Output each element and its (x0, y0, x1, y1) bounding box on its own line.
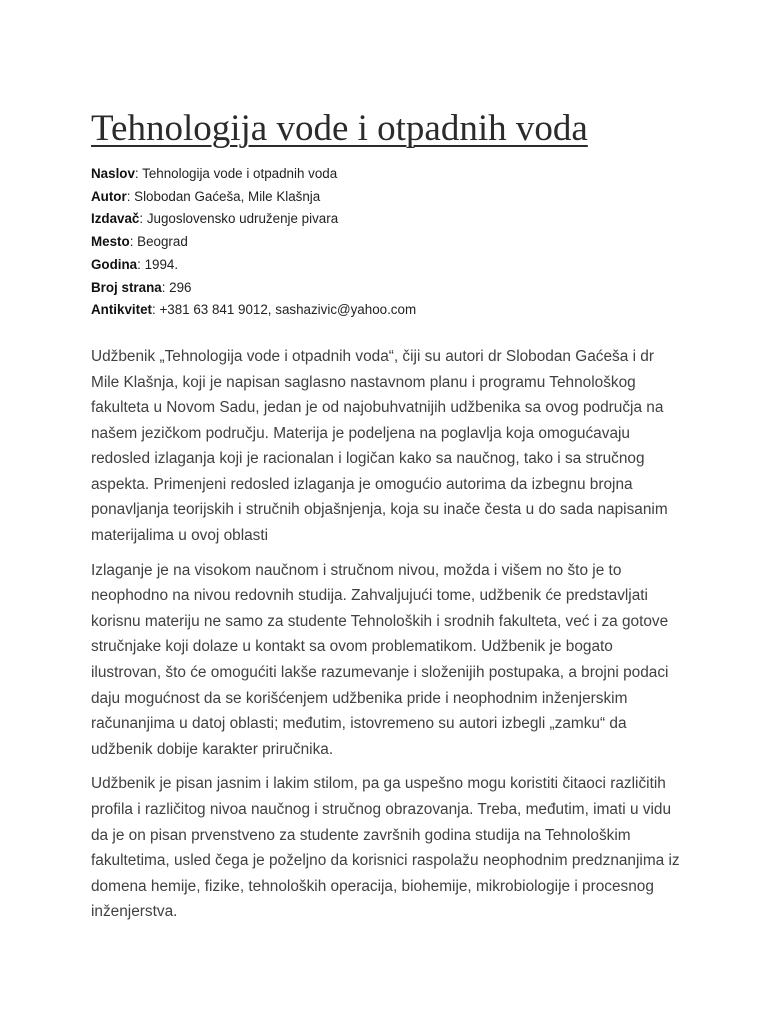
metadata-row-godina (91, 254, 681, 277)
metadata-row-mesto (91, 231, 681, 254)
metadata-label: Izdavač (91, 211, 140, 227)
document-title: Tehnologija vode i otpadnih voda (91, 108, 588, 149)
metadata-label: Autor (91, 188, 127, 204)
metadata-value: : Tehnologija vode i otpadnih voda (134, 166, 338, 181)
metadata-label: Naslov (91, 166, 135, 181)
metadata-row-naslov (91, 163, 681, 186)
body-paragraph: Izlaganje je na visokom naučnom i stručnom nivou, možda i višem no što je to neophodno na nivou redovnih studija. Zahvaljujući tome, udžbenik će predstavljati korisnu materiju ne samo za studente Tehnoloških i srodnih fakulteta, već i za gotove stručnjake koji dolaze u kontakt sa ovom problematikom. Udžbenik je bogato ilustrovan, što će omogućiti lakše razumevanje i složenijih postupaka, a brojni podaci daju mogućnost da se korišćenjem udžbenika pride i neophodnim inženjerskim računanjima u datoj oblasti; međutim, istovremeno su autori izbegli „zamku“ da udžbenik dobije karakter priručnika. (91, 561, 669, 758)
metadata-value: : Jugoslovensko udruženje pivara (139, 211, 339, 227)
document-body (91, 344, 681, 925)
metadata-row-autor (91, 186, 681, 209)
metadata-value: : Beograd (129, 234, 188, 250)
body-paragraph: Udžbenik „Tehnologija vode i otpadnih voda“, čiji su autori dr Slobodan Gaćeša i dr Mile Klašnja, koji je napisan saglasno nastavnom planu i programu Tehnološkog fakulteta u Novom Sadu, jedan je od najobuhvatnijih udžbenika sa ovog područja na našem jezičkom području. Materija je podeljena na poglavlja koja omogućavaju redosled izlaganja koji je racionalan i logičan kako sa naučnog, tako i sa stručnog aspekta. Primenjeni redosled izlaganja je omogućio autorima da izbegnu brojna ponavljanja teorijskih i stručnih objašnjenja, koja su inače česta u do sada napisanim materijalima u ovoj oblasti (91, 347, 668, 545)
metadata-label: Antikvitet (91, 302, 153, 318)
metadata-value: : Slobodan Gaćeša, Mile Klašnja (126, 188, 321, 204)
metadata-row-antikvitet (91, 299, 681, 322)
metadata-value: : +381 63 841 9012, sashazivic@yahoo.com (152, 302, 417, 318)
book-metadata (91, 163, 681, 322)
metadata-label: Mesto (91, 234, 130, 250)
body-paragraph: Udžbenik je pisan jasnim i lakim stilom, pa ga uspešno mogu koristiti čitaoci različitih profila i različitog nivoa naučnog i stručnog obrazovanja. Treba, međutim, imati u vidu da je on pisan prvenstveno za studente završnih godina studija na Tehnološkim fakultetima, usled čega je poželjno da korisnici raspolažu neophodnim predznanjima iz domena hemije, fizike, tehnoloških operacija, biohemije, mikrobiologije i procesnog inženjerstva. (91, 775, 680, 921)
metadata-value: : 1994. (137, 256, 179, 272)
metadata-row-broj-strana (91, 277, 681, 300)
document-page (91, 106, 681, 934)
metadata-value: : 296 (161, 279, 192, 295)
metadata-label: Godina (91, 256, 138, 272)
metadata-row-izdavac (91, 208, 681, 231)
metadata-label: Broj strana (91, 279, 162, 295)
